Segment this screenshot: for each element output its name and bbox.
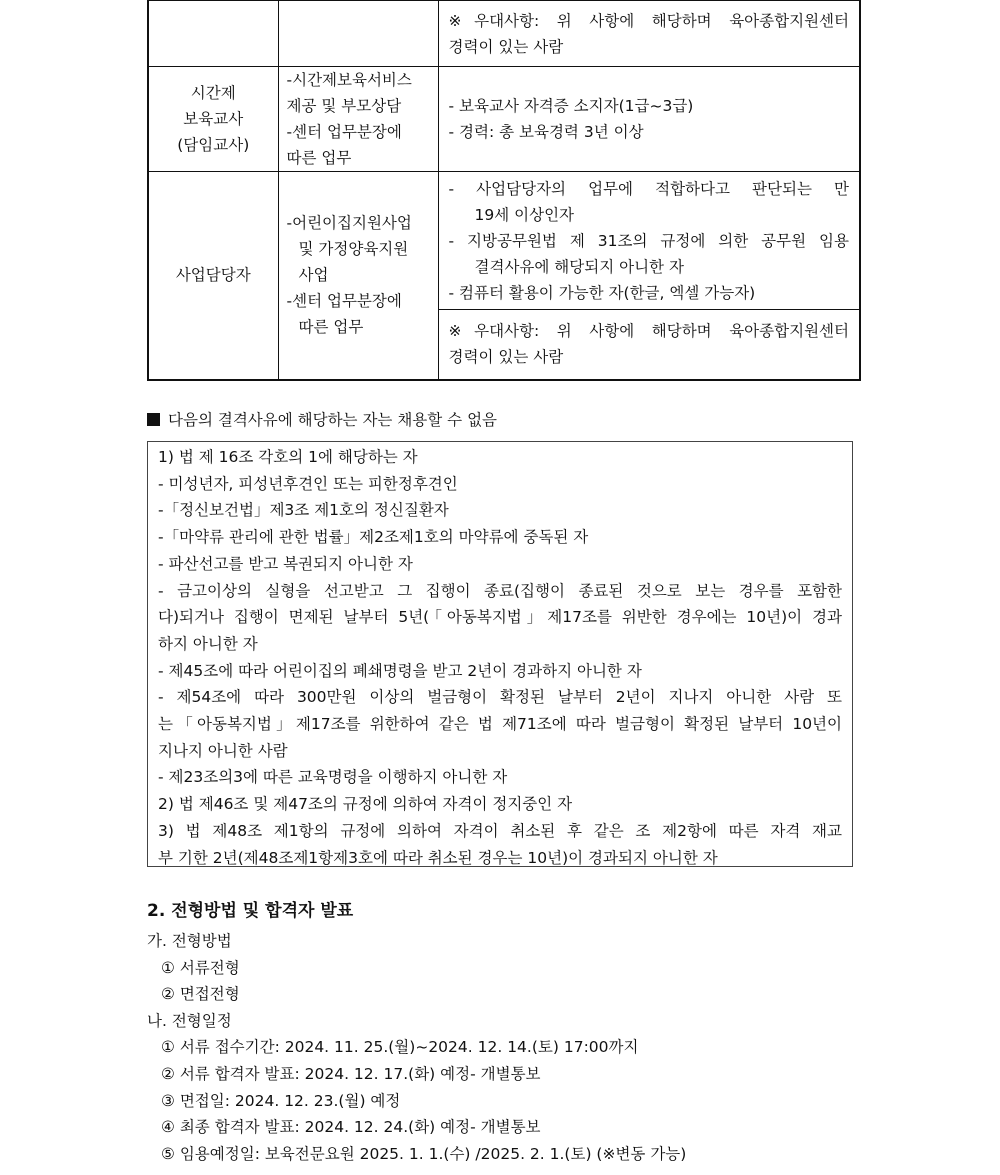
square-bullet-icon [147,413,160,426]
preferred-text: 경력이 있는 사람 [448,37,564,56]
duty-text: 따른 업무 [286,149,352,167]
position-cell [148,172,278,380]
method-heading: 가. 전형방법 [147,932,232,950]
disqualification-line: 지나지 아니한 사람 [158,741,288,760]
preferred-cell [438,1,860,67]
disqualification-line: 하지 아니한 자 [158,634,258,653]
disqualification-line: - 파산선고를 받고 복권되지 아니한 자 [158,554,413,573]
duty-text: 사업 [298,266,329,285]
disqualification-line: -「마약류 관리에 관한 법률」제2조제1호의 마약류에 중독된 자 [158,528,589,547]
preferred-cell [438,310,860,380]
section-title: 2. 전형방법 및 합격자 발표 [147,901,354,921]
schedule-item: ① 서류 접수기간: 2024. 11. 25.(월)~2024. 12. 14.(토) 17:00까지 [161,1038,639,1057]
requirements-table [147,0,861,381]
qualification-text: 결격사유에 해당되지 아니한 자 [474,257,684,276]
preferred-text: ※우대사항: 위 사항에 해당하며 육아종합지원센터 [448,322,849,341]
disqualification-line: 부 기한 2년(제48조제1항제3호에 따라 취소된 경우는 10년)이 경과되지 아니한 자 [158,848,718,867]
position-title: 시간제 [190,84,236,102]
schedule-item: ② 서류 합격자 발표: 2024. 12. 17.(화) 예정- 개별통보 [161,1064,541,1083]
position-title: 보육교사 [183,110,244,128]
schedule-item: ④ 최종 합격자 발표: 2024. 12. 24.(화) 예정- 개별통보 [161,1118,541,1137]
duty-text: -시간제보육서비스 [286,71,412,89]
qualification-text: 19세 이상인자 [474,205,575,224]
disqualification-line: 1) 법 제 16조 각호의 1에 해당하는 자 [158,448,418,466]
duty-cell [278,67,438,172]
disqualification-heading [147,408,497,430]
table-row [148,1,860,67]
disqualification-line: - 제45조에 따라 어린이집의 폐쇄명령을 받고 2년이 경과하지 아니한 자 [158,661,642,680]
position-title: (담임교사) [177,136,250,154]
method-item: ① 서류전형 [161,958,240,977]
disqualification-line: - 금고이상의 실형을 선고받고 그 집행이 종료(집행이 종료된 것으로 보는 경우를 포함한 [158,581,842,600]
duty-text: -어린이집지원사업 [286,214,412,233]
disqualification-line: - 제23조의3에 따른 교육명령을 이행하지 아니한 자 [158,768,508,787]
disqualification-line: 는「아동복지법」제17조를 위한하여 같은 법 제71조에 따라 벌금형이 확정된 날부터 10년이 [158,715,842,734]
disqualification-line: 3) 법 제48조 제1항의 규정에 의하여 자격이 취소된 후 같은 조 제2항에 따른 자격 재교 [158,821,842,840]
qualification-cell [438,67,860,172]
duty-text: 따른 업무 [298,318,364,337]
disqualification-heading-text: 다음의 결격사유에 해당하는 자는 채용할 수 없음 [168,411,498,429]
qualification-text: - 보육교사 자격증 소지자(1급~3급) [448,97,694,115]
duty-text: -센터 업무분장에 [286,123,402,141]
section-body [147,928,686,1167]
duty-text: 및 가정양육지원 [298,240,409,259]
qualification-text: - 사업담당자의 업무에 적합하다고 판단되는 만 [448,179,849,198]
duty-cell [278,1,438,67]
preferred-text: ※우대사항: 위 사항에 해당하며 육아종합지원센터 [448,11,849,30]
method-item: ② 면접전형 [161,985,240,1004]
schedule-item: ⑤ 임용예정일: 보육전문요원 2025. 1. 1.(수) /2025. 2. 1.(토) (※변동 가능) [161,1144,687,1163]
position-cell [148,1,278,67]
disqualification-line: 2) 법 제46조 및 제47조의 규정에 의하여 자격이 정지중인 자 [158,795,573,814]
disqualification-line: 다)되거나 집행이 면제된 날부터 5년(「아동복지법」제17조를 위반한 경우에는 10년)이 경과 [158,608,842,627]
position-cell [148,67,278,172]
qualification-text: - 컴퓨터 활용이 가능한 자(한글, 엑셀 가능자) [448,283,756,302]
qualification-text: - 경력: 총 보육경력 3년 이상 [448,123,644,141]
duty-text: 제공 및 부모상담 [286,97,402,115]
duty-text: -센터 업무분장에 [286,292,402,311]
duty-cell [278,172,438,380]
disqualification-line: - 제54조에 따라 300만원 이상의 벌금형이 확정된 날부터 2년이 지나지 아니한 사람 또 [158,688,842,707]
qualification-cell [438,172,860,310]
disqualification-box [147,441,853,867]
schedule-heading: 나. 전형일정 [147,1011,232,1030]
disqualification-line: - 미성년자, 피성년후견인 또는 피한정후견인 [158,474,458,493]
preferred-text: 경력이 있는 사람 [448,348,564,367]
position-title: 사업담당자 [175,266,251,285]
qualification-text: - 지방공무원법 제 31조의 규정에 의한 공무원 임용 [448,231,849,250]
disqualification-line: -「정신보건법」제3조 제1호의 정신질환자 [158,501,449,520]
table-row [148,172,860,310]
schedule-item: ③ 면접일: 2024. 12. 23.(월) 예정 [161,1091,401,1110]
table-row [148,67,860,172]
